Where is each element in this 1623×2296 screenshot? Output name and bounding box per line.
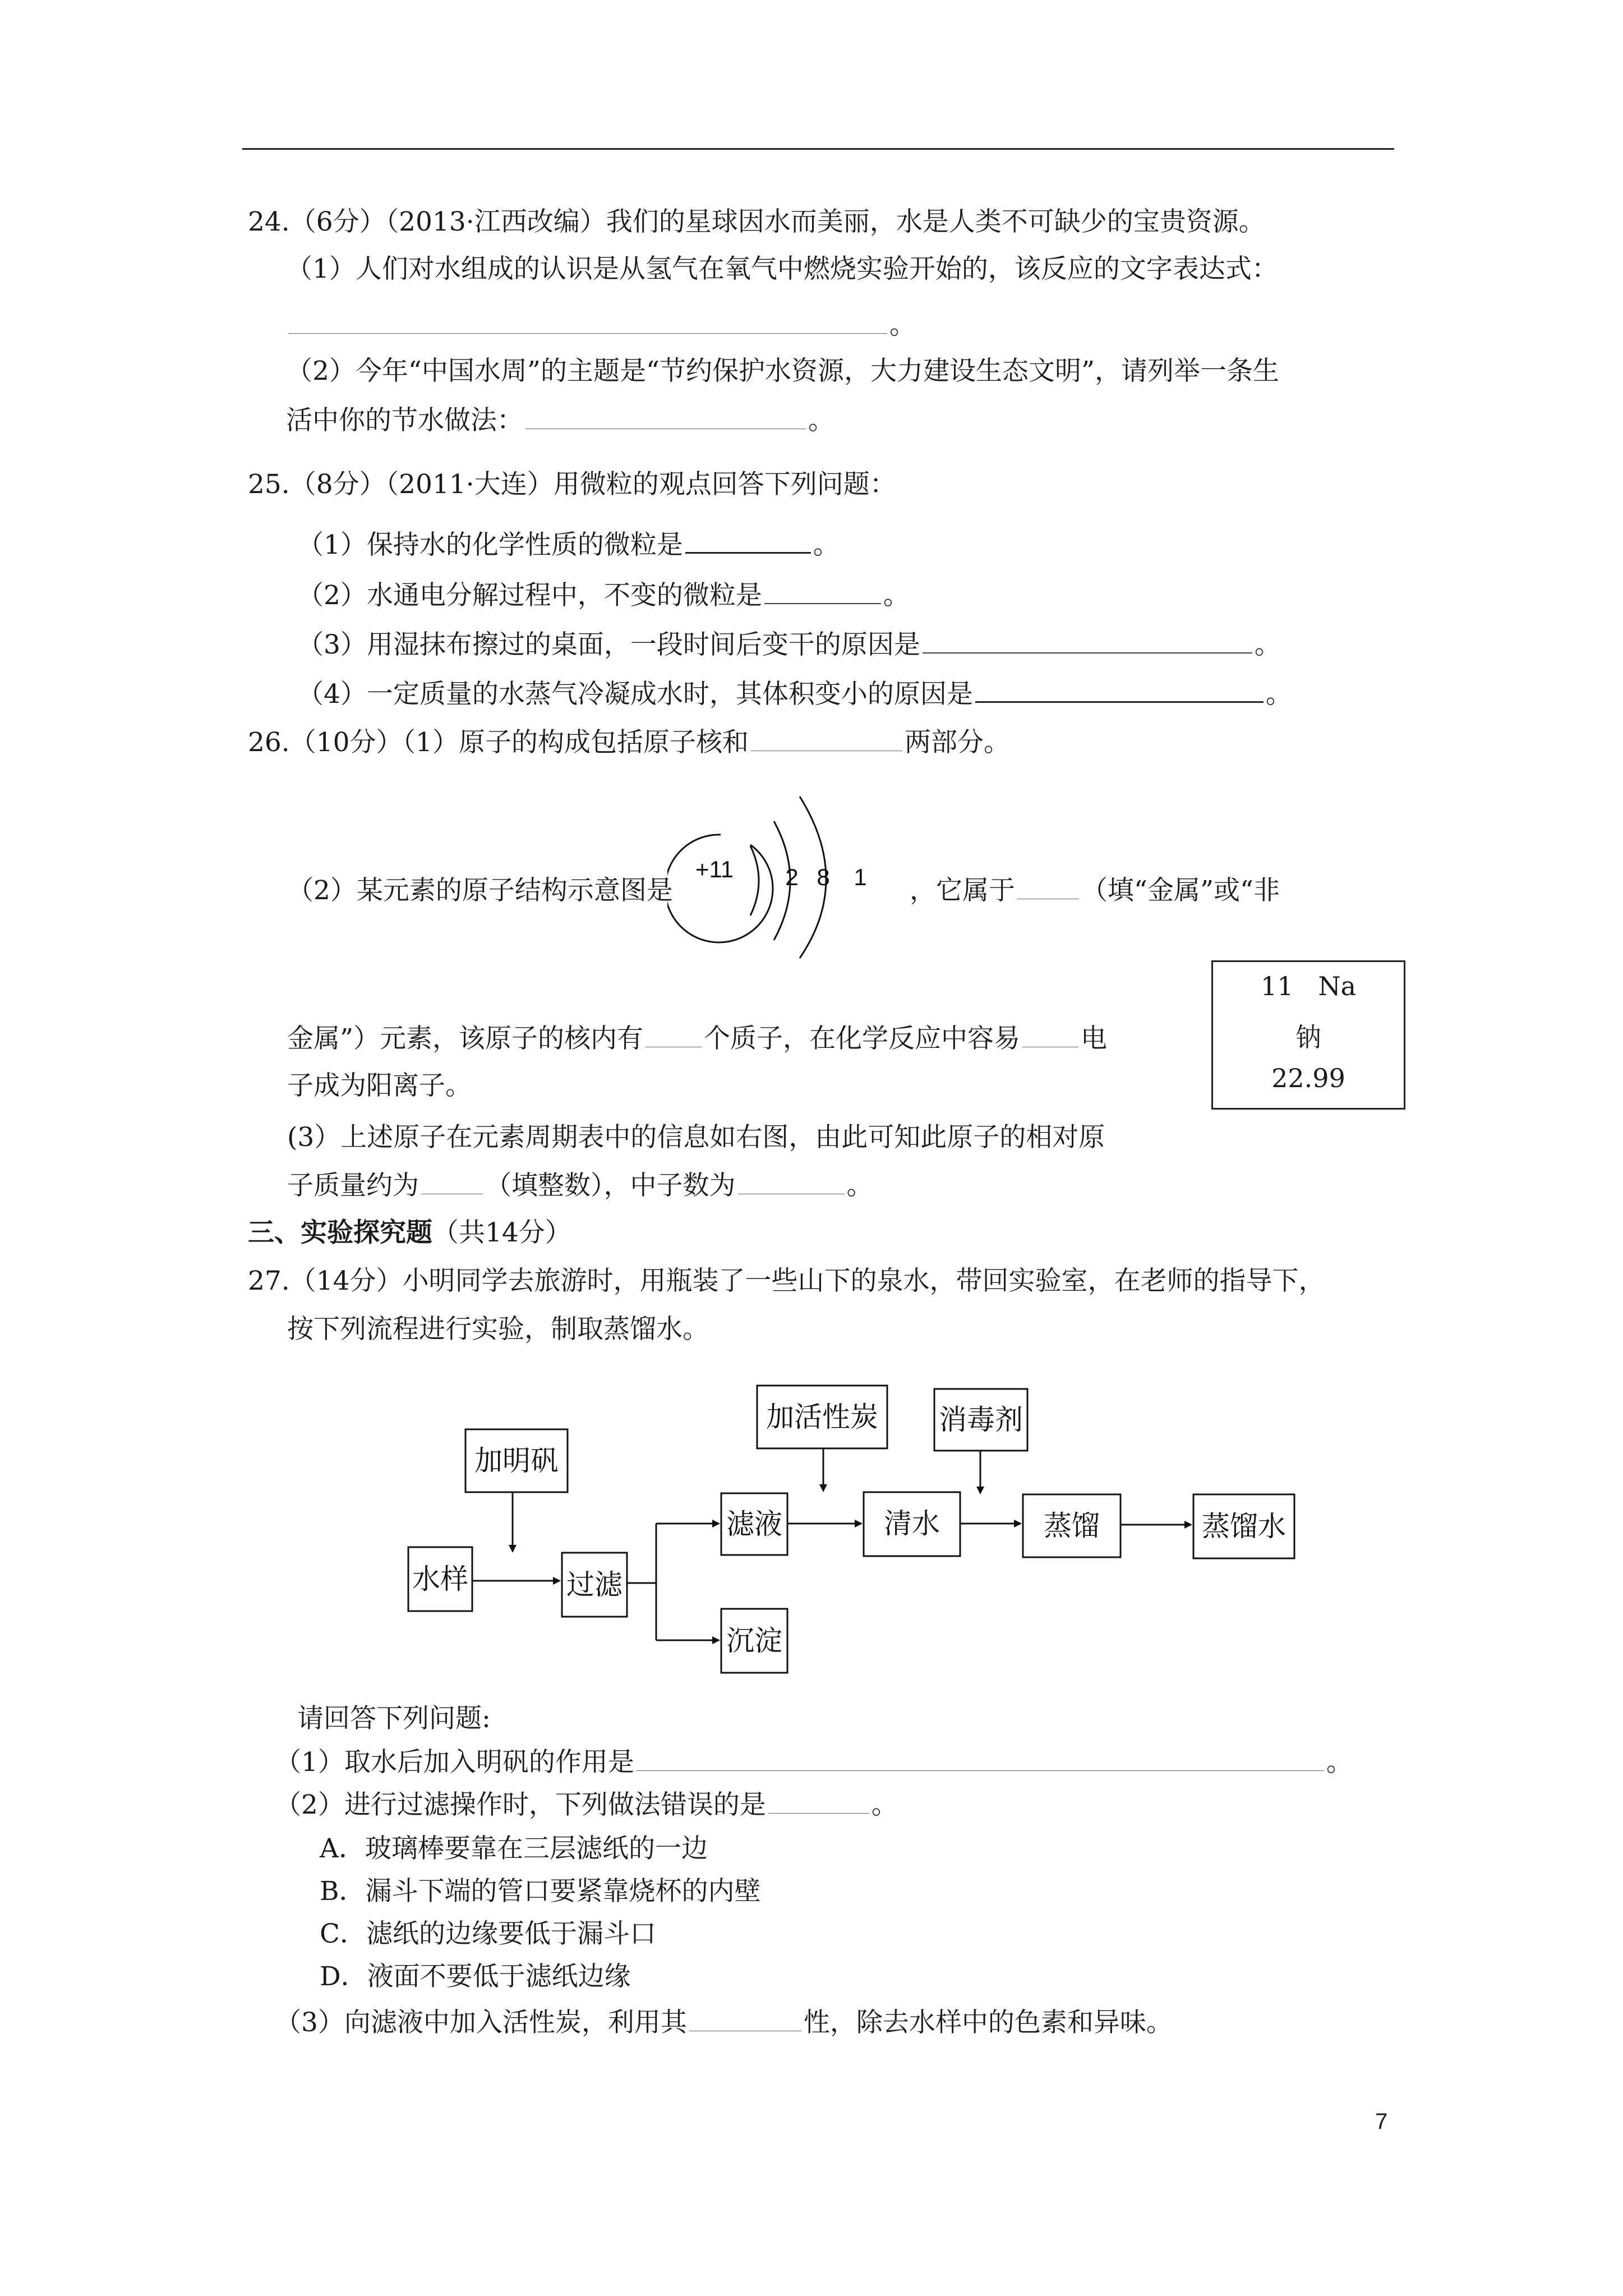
q26-part3b: 子质量约为 xyxy=(287,1170,419,1201)
section-3-title: 三、实验探究题 xyxy=(248,1217,432,1248)
q26-part2a: （2）某元素的原子结构示意图是 xyxy=(287,875,673,906)
q26-part2c: （填“金属”或“非 xyxy=(1081,875,1280,906)
atom-structure-diagram xyxy=(667,773,903,964)
q25-part3: （3）用湿抹布擦过的桌面，一段时间后变干的原因是 xyxy=(297,629,920,660)
element-name: 钠 xyxy=(1295,1022,1321,1052)
periodic-table-cell xyxy=(1211,960,1405,1110)
nucleus-charge: +11 xyxy=(695,856,734,882)
flow-box-clear-water xyxy=(864,1492,960,1556)
flow-label-filtrate: 滤液 xyxy=(726,1508,782,1540)
q26-part2f: 电 xyxy=(1081,1023,1108,1054)
q27-part3-line xyxy=(275,2005,1173,2041)
q26-part2b: ，它属于 xyxy=(910,875,1015,906)
shell-electrons-3: 1 xyxy=(854,864,867,890)
flow-box-distilled-water xyxy=(1193,1494,1294,1558)
q27-stem-a: 27.（14分）小明同学去旅游时，用瓶装了一些山下的泉水，带回实验室，在老师的指导下， xyxy=(248,1266,1325,1296)
flow-box-filter xyxy=(562,1553,627,1617)
flow-label-filter: 过滤 xyxy=(566,1568,623,1601)
q26-part1-line xyxy=(248,725,1010,761)
flow-label-alum: 加明矾 xyxy=(474,1444,559,1477)
q27-option-a: A．玻璃棒要靠在三层滤纸的一边 xyxy=(320,1833,708,1864)
q26-part3b-line xyxy=(287,1168,873,1204)
q25-part2: （2）水通电分解过程中，不变的微粒是 xyxy=(297,580,762,611)
q25-part3-line xyxy=(297,627,1281,663)
q25-end: 。 xyxy=(1265,679,1292,710)
q27-part3b: 性，除去水样中的色素和异味。 xyxy=(803,2007,1173,2038)
q24-part1-answer-line xyxy=(286,307,916,343)
q27-option-d: D．液面不要低于滤纸边缘 xyxy=(320,1961,631,1992)
element-atomic-number: 11 xyxy=(1260,971,1294,1001)
flow-box-disinfectant xyxy=(934,1389,1027,1451)
flow-label-carbon: 加活性炭 xyxy=(766,1401,878,1433)
flow-branch-up xyxy=(627,1524,656,1583)
flow-box-filtrate xyxy=(721,1493,787,1555)
q27-prompt: 请回答下列问题: xyxy=(297,1703,491,1734)
q24-part1: （1）人们对水组成的认识是从氢气在氧气中燃烧实验开始的，该反应的文字表达式： xyxy=(286,254,1278,284)
page-number: 7 xyxy=(1375,2109,1388,2134)
nucleus-circle xyxy=(667,835,773,942)
answer-blank[interactable] xyxy=(975,701,1264,703)
flow-box-carbon xyxy=(757,1386,887,1448)
q24-part2b-line xyxy=(286,403,834,439)
flow-box-alum xyxy=(465,1429,568,1492)
q26-part2-protons-line xyxy=(287,1021,1107,1057)
q26-part2d: 金属”）元素，该原子的核内有 xyxy=(287,1023,644,1054)
answer-blank[interactable] xyxy=(764,603,881,604)
q27-part2: （2）进行过滤操作时，下列做法错误的是 xyxy=(275,1789,766,1820)
flow-label-distill: 蒸馏 xyxy=(1044,1510,1100,1542)
q27-part3a: （3）向滤液中加入活性炭，利用其 xyxy=(275,2007,687,2038)
q27-part1-end: 。 xyxy=(1326,1747,1353,1778)
q25-end: 。 xyxy=(883,580,910,611)
q26-part1: 26.（10分）（1）原子的构成包括原子核和 xyxy=(248,727,749,758)
q26-part3d: 。 xyxy=(846,1170,873,1201)
q27-part1: （1）取水后加入明矾的作用是 xyxy=(275,1747,634,1778)
q26-part3a: (3）上述原子在元素周期表中的信息如右图，由此可知此原子的相对原 xyxy=(287,1122,1105,1153)
q26-part2g: 子成为阳离子。 xyxy=(287,1070,472,1101)
q26-part1-end: 两部分。 xyxy=(904,727,1010,758)
q25-part2-line xyxy=(297,578,910,614)
q25-end: 。 xyxy=(1254,629,1281,660)
q24-part2-end: 。 xyxy=(808,405,834,436)
q25-part1: （1）保持水的化学性质的微粒是 xyxy=(297,530,683,560)
shell-electrons-1: 2 xyxy=(785,864,799,890)
flow-label-distilled-water: 蒸馏水 xyxy=(1202,1510,1286,1543)
q26-part2e: 个质子，在化学反应中容易 xyxy=(704,1023,1021,1054)
q27-stem-b: 按下列流程进行实验，制取蒸馏水。 xyxy=(287,1314,709,1345)
q27-part1-line xyxy=(275,1745,1353,1780)
q27-part2-line xyxy=(275,1787,898,1823)
flow-label-sediment: 沉淀 xyxy=(726,1625,782,1657)
q24-part1-end: 。 xyxy=(889,310,916,341)
q24-stem: 24.（6分）（2013·江西改编）我们的星球因水而美丽，水是人类不可缺少的宝贵资源。 xyxy=(248,206,1265,237)
shell-electrons-2: 8 xyxy=(817,864,830,890)
flow-label-water-sample: 水样 xyxy=(412,1563,468,1595)
q25-part1-line xyxy=(297,527,840,563)
answer-blank[interactable] xyxy=(637,1770,1324,1771)
q24-part2a: （2）今年“中国水周”的主题是“节约保护水资源，大力建设生态文明”，请列举一条生 xyxy=(286,356,1280,386)
flow-label-clear-water: 清水 xyxy=(884,1507,940,1540)
q27-option-c: C．滤纸的边缘要低于漏斗口 xyxy=(320,1918,656,1949)
q26-part2-belongs-line xyxy=(910,873,1280,909)
element-atomic-mass: 22.99 xyxy=(1271,1063,1345,1093)
answer-blank[interactable] xyxy=(768,1813,869,1814)
element-number-symbol-row xyxy=(1213,971,1404,1001)
answer-blank[interactable] xyxy=(923,652,1252,654)
q25-stem: 25.（8分）（2011·大连）用微粒的观点回答下列问题： xyxy=(248,469,896,500)
answer-blank[interactable] xyxy=(685,552,811,554)
header-rule xyxy=(242,148,1394,150)
q25-part4: （4）一定质量的水蒸气冷凝成水时，其体积变小的原因是 xyxy=(297,679,973,710)
answer-blank[interactable] xyxy=(288,333,887,334)
flow-box-distill xyxy=(1023,1494,1121,1557)
q27-part2-end: 。 xyxy=(871,1789,898,1820)
q26-part3c: （填整数），中子数为 xyxy=(485,1170,736,1201)
q24-part2b: 活中你的节水做法： xyxy=(286,405,523,436)
element-symbol: Na xyxy=(1318,971,1357,1001)
flow-box-sediment xyxy=(721,1609,787,1673)
section-3-heading xyxy=(248,1215,571,1251)
flow-label-disinfectant: 消毒剂 xyxy=(939,1404,1023,1436)
q27-option-b: B．漏斗下端的管口要紧靠烧杯的内壁 xyxy=(320,1876,761,1907)
section-3-points: （共14分） xyxy=(432,1217,571,1248)
electron-shell-1 xyxy=(750,846,759,915)
flow-box-water-sample xyxy=(408,1547,472,1611)
q25-end: 。 xyxy=(813,530,840,560)
q25-part4-line xyxy=(297,677,1292,712)
